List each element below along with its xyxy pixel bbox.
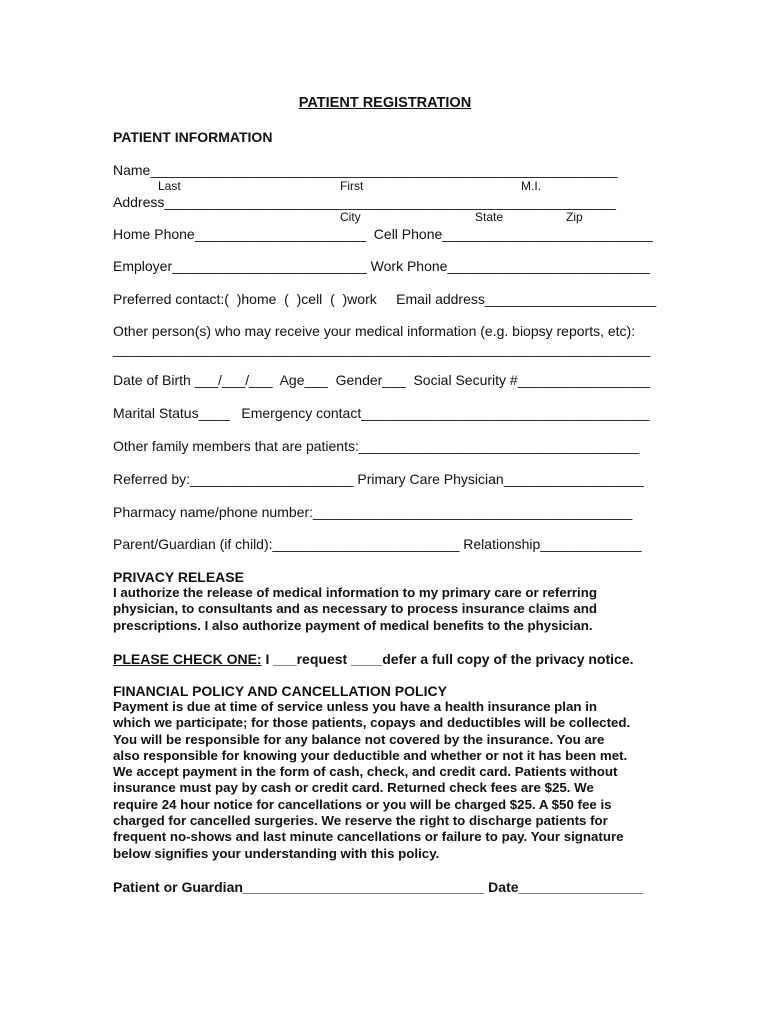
marital-emergency-field[interactable]: Marital Status____ Emergency contact_____________________________________ (113, 405, 650, 421)
address-field[interactable]: Address__________________________________________________________ (113, 194, 616, 210)
check-one-text[interactable]: I ___request ____defer a full copy of the privacy notice. (261, 651, 634, 667)
page-title: PATIENT REGISTRATION (298, 95, 472, 111)
dob-age-gender-ssn-field[interactable]: Date of Birth ___/___/___ Age___ Gender___ Social Security #_________________ (113, 372, 651, 388)
parent-relationship-field[interactable]: Parent/Guardian (if child):________________________ Relationship_____________ (113, 536, 642, 552)
privacy-text: I authorize the release of medical information to my primary care or referring physician, to consultants and as necessary to process insurance claims and prescriptions. I also authorize payment of medical benefits to the physician. (113, 585, 598, 633)
name-mi-label: M.I. (521, 179, 541, 193)
signature-date-field[interactable]: Patient or Guardian_______________________________ Date________________ (113, 879, 644, 895)
patient-info-heading: PATIENT INFORMATION (113, 129, 273, 145)
name-last-label: Last (158, 179, 181, 193)
check-one-label: PLEASE CHECK ONE: (113, 651, 262, 667)
privacy-heading: PRIVACY RELEASE (113, 569, 244, 585)
other-persons-label: Other person(s) who may receive your medical information (e.g. biopsy reports, etc): (113, 323, 636, 339)
preferred-contact-field[interactable]: Preferred contact:( )home ( )cell ( )work Email address______________________ (113, 291, 657, 307)
home-cell-phone-field[interactable]: Home Phone______________________ Cell Phone___________________________ (113, 226, 653, 242)
other-persons-field[interactable]: _____________________________________________________________________ (113, 341, 651, 357)
address-zip-label: Zip (566, 210, 583, 224)
name-first-label: First (340, 179, 364, 193)
name-field[interactable]: Name____________________________________________________________ (113, 162, 618, 178)
family-members-field[interactable]: Other family members that are patients:____________________________________ (113, 438, 640, 454)
pharmacy-field[interactable]: Pharmacy name/phone number:_________________________________________ (113, 504, 633, 520)
referred-pcp-field[interactable]: Referred by:_____________________ Primary Care Physician__________________ (113, 471, 644, 487)
financial-text: Payment is due at time of service unless you have a health insurance plan in which we participate; for those patients, copays and deductibles will be collected. You will be responsible for any balance not covered by the insurance. You are also responsible for knowing your deductible and whether or not it has been met. We accept payment in the form of cash, check, and credit card. Patients without insurance must pay by cash or credit card. Returned check fees are $25. We require 24 hour notice for cancellations or you will be charged $25. A $50 fee is charged for cancelled surgeries. We reserve the right to discharge patients for frequent no-shows and last minute cancellations or failure to pay. Your signature below signifies your understanding with this policy. (113, 699, 631, 861)
employer-work-phone-field[interactable]: Employer_________________________ Work Phone__________________________ (113, 258, 650, 274)
address-city-label: City (340, 210, 361, 224)
check-one-line[interactable] (113, 651, 634, 667)
address-state-label: State (475, 210, 504, 224)
financial-heading: FINANCIAL POLICY AND CANCELLATION POLICY (113, 683, 447, 699)
